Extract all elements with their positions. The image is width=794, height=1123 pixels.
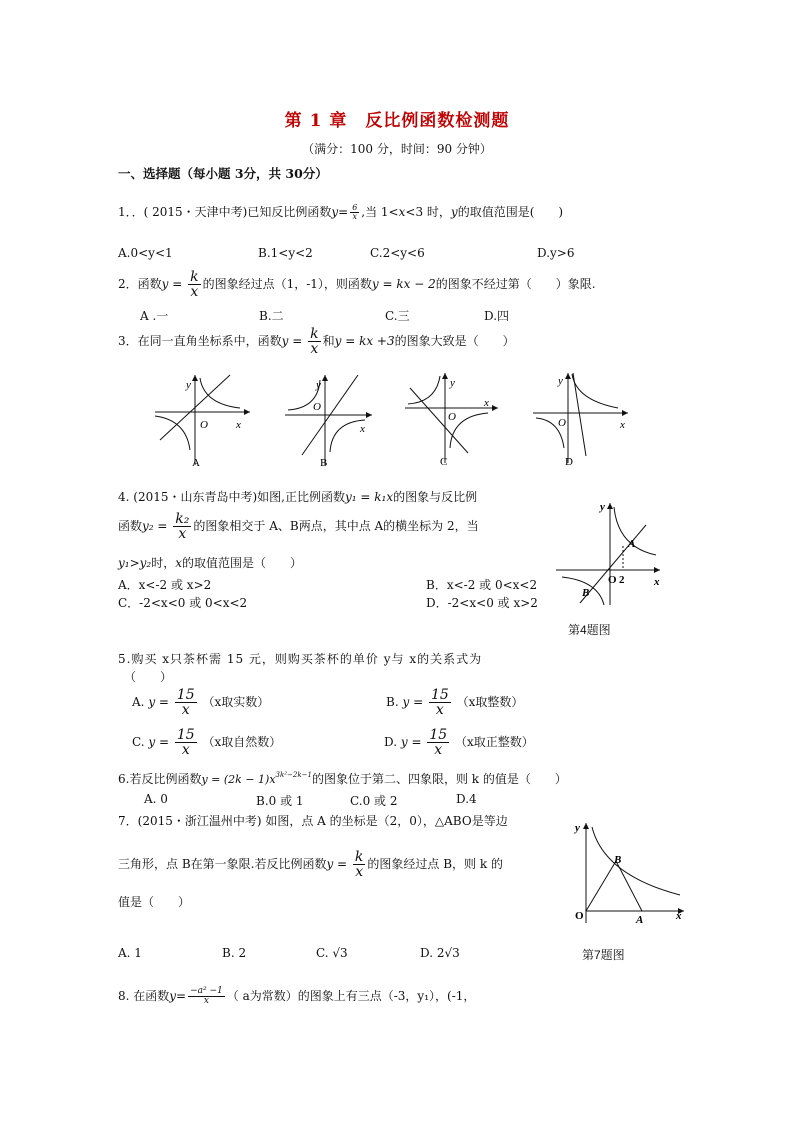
question-5-line-1: 5.购买 x只茶杯需 15 元，则购买茶杯的单价 y与 x的关系式为: [118, 652, 483, 666]
q4-option-c[interactable]: C．-2<x<0 或 0<x<2: [118, 596, 248, 610]
q7-fig-b: B: [614, 854, 622, 866]
q3-graph-a[interactable]: [150, 370, 260, 470]
q3-c-origin: O: [448, 411, 456, 423]
question-7-line-2: [118, 850, 503, 879]
q1-suffix: 的取值范围是( ): [457, 205, 564, 219]
q3-suffix: 的图象大致是（ ）: [394, 334, 515, 348]
q3-d-label: D: [565, 456, 573, 468]
q2-y: y: [161, 277, 169, 291]
q7-fraction: [353, 850, 365, 879]
q3-graph-b[interactable]: [280, 370, 390, 470]
q5-a-den: x: [175, 702, 197, 717]
equilateral-triangle: [586, 861, 642, 911]
x-arrow-icon: [366, 412, 372, 418]
q3-a-label: A: [192, 457, 200, 469]
q5-d-letter: D.: [384, 735, 398, 749]
question-1: [118, 203, 563, 221]
q3-fraction: [308, 327, 320, 356]
q3-d-origin: O: [558, 417, 566, 429]
x-arrow-icon: [244, 409, 250, 415]
q6-prefix: 6.若反比例函数: [118, 772, 202, 786]
q3-eq: =: [288, 334, 307, 348]
q3-d-ylabel: y: [558, 375, 563, 387]
x-arrow-icon: [492, 405, 498, 411]
q2-numerator: k: [190, 269, 199, 285]
q5-a-fraction: [175, 688, 197, 717]
q3-c-xlabel: x: [484, 397, 489, 409]
q2-option-a[interactable]: A .一: [140, 309, 169, 323]
q5-d-note: （x取正整数）: [454, 735, 534, 749]
q4-option-d[interactable]: D．-2<x<0 或 x>2: [426, 596, 538, 610]
q6-suffix: 的图象位于第二、四象限，则 k 的值是（ ）: [311, 772, 567, 786]
q3-c-label: C: [440, 456, 448, 468]
q3-b-origin: O: [313, 401, 321, 413]
q7-figure-caption: 第7题图: [582, 948, 625, 962]
q5-d-y: y: [400, 735, 408, 749]
q5-option-b[interactable]: B. y = $\frac{15}{x}$ （x取整数）: [386, 687, 524, 718]
q8-numerator: −a² −1: [190, 986, 223, 996]
q4-formula-2y: y₂ =: [142, 519, 172, 533]
q2-formula: y = kx − 2: [371, 277, 436, 291]
q6-option-a[interactable]: A. 0: [144, 792, 168, 806]
y-arrow-icon: [565, 373, 571, 379]
question-4-line-2: [118, 512, 479, 541]
q5-b-note: （x取整数）: [456, 695, 524, 709]
q7-option-b[interactable]: B. 2: [222, 946, 247, 960]
q1-mid2: <3 时，: [405, 205, 451, 219]
q2-suffix: 的图象不经过第（ ）象限.: [435, 277, 596, 291]
q7-fig-o: O: [575, 910, 584, 922]
q5-a-y: y: [148, 695, 156, 709]
hyperbola-branch-1: [572, 374, 618, 408]
q5-c-y: y: [148, 735, 156, 749]
q4-fig-a: A: [628, 538, 636, 550]
q4-option-b[interactable]: B．x<-2 或 0<x<2: [426, 578, 538, 592]
q4-fig-x: x: [654, 576, 660, 588]
q3-b-xlabel: x: [360, 423, 365, 435]
q7-option-a[interactable]: A. 1: [118, 946, 142, 960]
q5-option-c[interactable]: C. y = $\frac{15}{x}$ （x取自然数）: [132, 727, 282, 758]
q1-x: x: [398, 205, 406, 219]
q6-option-c[interactable]: C.0 或 2: [350, 794, 398, 808]
q8-fraction: [188, 987, 225, 1006]
y-arrow-icon: [322, 375, 328, 381]
q3-y: y: [281, 334, 289, 348]
q1-denominator: x: [350, 212, 359, 221]
q5-c-fraction: [175, 728, 197, 757]
question-8: [118, 987, 475, 1006]
q3-graph-d[interactable]: [528, 368, 638, 468]
q2-denominator: x: [188, 284, 200, 299]
q4-x: x: [175, 556, 183, 570]
q1-numerator: 6: [352, 203, 358, 212]
q2-fraction: [188, 270, 200, 299]
y-arrow-icon: [583, 823, 589, 829]
q7-option-c[interactable]: C. √3: [316, 946, 348, 960]
q1-y2: y: [450, 205, 458, 219]
q5-a-num: 15: [176, 687, 195, 703]
q4-text-1b: 的图象与反比例: [393, 490, 478, 504]
q3-c-ylabel: y: [450, 377, 455, 389]
q5-option-a[interactable]: A. y = $\frac{15}{x}$ （x取实数）: [132, 687, 270, 718]
q2-option-d[interactable]: D.四: [484, 309, 510, 323]
q7-denominator: x: [353, 864, 365, 879]
q4-figure-caption: 第4题图: [568, 623, 611, 637]
q3-a-ylabel: y: [186, 379, 191, 391]
q5-c-den: x: [175, 742, 197, 757]
q4-text-2b: 的图象相交于 A、B两点，其中点 A的横坐标为 2，当: [193, 519, 479, 533]
q3-b-ylabel: y: [316, 379, 321, 391]
hyperbola-branch-2: [155, 416, 190, 450]
q5-c-letter: C.: [132, 735, 145, 749]
q4-condition: y₁>y₂: [118, 556, 152, 570]
q3-prefix: 3．在同一直角坐标系中，函数: [118, 334, 282, 348]
q7-fig-x: x: [676, 910, 682, 922]
q1-option-a[interactable]: A.0<y<1: [118, 246, 173, 260]
q7-fig-y: y: [575, 822, 580, 834]
q5-b-fraction: [429, 688, 451, 717]
q3-formula: y = kx +3: [334, 334, 395, 348]
q4-numerator: k₂: [175, 511, 190, 527]
y-arrow-icon: [442, 373, 448, 379]
hyperbola: [592, 827, 680, 895]
question-4-line-3: [118, 554, 302, 571]
q1-option-c[interactable]: C.2<y<6: [370, 246, 425, 260]
q7-y: y: [326, 857, 334, 871]
q8-prefix: 8. 在函数: [118, 989, 170, 1003]
q5-c-note: （x取自然数）: [202, 735, 282, 749]
question-7-line-1: 7．(2015・浙江温州中考) 如图，点 A 的坐标是（2，0），△ABO是等边: [118, 814, 508, 828]
q7-fig-a: A: [636, 914, 644, 926]
q8-eq: =: [176, 989, 187, 1003]
q4-text-3b: 时，: [151, 556, 176, 570]
q5-b-y: y: [402, 695, 410, 709]
q5-a-note: （x取实数）: [202, 695, 270, 709]
y-arrow-icon: [607, 503, 613, 509]
q2-option-b[interactable]: B.二: [259, 309, 284, 323]
q5-option-d[interactable]: D. y = $\frac{15}{x}$ （x取正整数）: [384, 727, 534, 758]
q1-mid: ,当 1<: [361, 205, 399, 219]
q4-fraction: [173, 512, 191, 541]
direct-proportion-line: [580, 525, 646, 603]
q6-exponent: 3k²−2k−1: [275, 771, 312, 779]
hyperbola-branch-1: [200, 378, 240, 408]
q2-eq: =: [168, 277, 187, 291]
q3-a-xlabel: x: [236, 419, 241, 431]
q8-suffix: （ a为常数）的图象上有三点（-3，y₁），(-1，: [226, 989, 476, 1003]
q3-b-label: B: [320, 457, 328, 469]
q5-d-fraction: [427, 728, 449, 757]
q4-text-3c: 的取值范围是（ ）: [182, 556, 303, 570]
q8-denominator: x: [188, 996, 225, 1006]
line-graph: [573, 373, 586, 456]
question-6: [118, 770, 567, 787]
question-7-line-3: 值是（ ）: [118, 895, 191, 909]
q7-option-d[interactable]: D. 2√3: [420, 946, 460, 960]
q4-option-a[interactable]: A．x<-2 或 x>2: [118, 578, 212, 592]
q4-formula-1: y₁ = k₁x: [344, 490, 394, 504]
q2-mid: 的图象经过点（1，-1），则函数: [202, 277, 372, 291]
x-arrow-icon: [654, 567, 660, 573]
q5-b-num: 15: [430, 687, 449, 703]
x-arrow-icon: [622, 410, 628, 416]
q5-a-letter: A.: [132, 695, 145, 709]
q7-numerator: k: [354, 849, 364, 865]
q1-option-b[interactable]: B.1<y<2: [258, 246, 313, 260]
q7-text-2a: 三角形，点 B在第一象限.若反比例函数: [118, 857, 327, 871]
exam-meta: （满分：100 分，时间：90 分钟）: [302, 142, 492, 156]
question-3: [118, 327, 515, 356]
q1-eq: =: [338, 205, 349, 219]
q4-text-2a: 函数: [118, 519, 143, 533]
q4-fig-b: B: [582, 587, 590, 599]
q6-option-b[interactable]: B.0 或 1: [256, 794, 304, 808]
q1-y: y: [331, 205, 339, 219]
question-2: [118, 270, 596, 299]
page-title: 第 1 章 反比例函数检测题: [284, 111, 510, 131]
q7-figure: [572, 815, 692, 927]
q5-b-letter: B.: [386, 695, 399, 709]
q3-a-origin: O: [200, 419, 208, 431]
q7-text-2b: 的图象经过点 B，则 k 的: [367, 857, 503, 871]
hyperbola-branch-1: [408, 376, 440, 404]
q1-prefix: 1．．( 2015・天津中考)已知反比例函数: [118, 205, 332, 219]
y-arrow-icon: [192, 375, 198, 381]
question-4-line-1: [118, 488, 477, 505]
q4-figure: [548, 495, 668, 610]
q3-denominator: x: [308, 341, 320, 356]
section-heading: 一、选择题（每小题 3分，共 30分）: [118, 166, 328, 181]
q3-mid: 和: [322, 334, 335, 348]
q8-y: y: [169, 989, 177, 1003]
q1-fraction: [350, 204, 359, 221]
question-5-line-2: （ ）: [124, 670, 173, 684]
q4-fig-o: O: [608, 574, 617, 586]
q4-fig-two: 2: [619, 574, 625, 586]
q5-b-den: x: [429, 702, 451, 717]
q6-formula: y = (2k − 1)x: [201, 773, 276, 786]
q7-eq: =: [333, 857, 351, 871]
q3-numerator: k: [310, 326, 319, 342]
q5-c-num: 15: [176, 727, 195, 743]
q1-option-d[interactable]: D.y>6: [537, 246, 575, 260]
q4-text-1: 4. (2015・山东青岛中考)如图,正比例函数: [118, 490, 345, 504]
q4-denominator: x: [173, 526, 191, 541]
q2-prefix: 2．函数: [118, 277, 162, 291]
q3-d-xlabel: x: [620, 419, 625, 431]
q6-option-d[interactable]: D.4: [456, 792, 477, 806]
q3-graph-c[interactable]: [400, 368, 510, 468]
line-graph: [410, 388, 468, 453]
q5-d-num: 15: [429, 727, 448, 743]
q4-fig-y: y: [600, 501, 605, 513]
q5-d-den: x: [427, 742, 449, 757]
q2-option-c[interactable]: C.三: [385, 309, 410, 323]
